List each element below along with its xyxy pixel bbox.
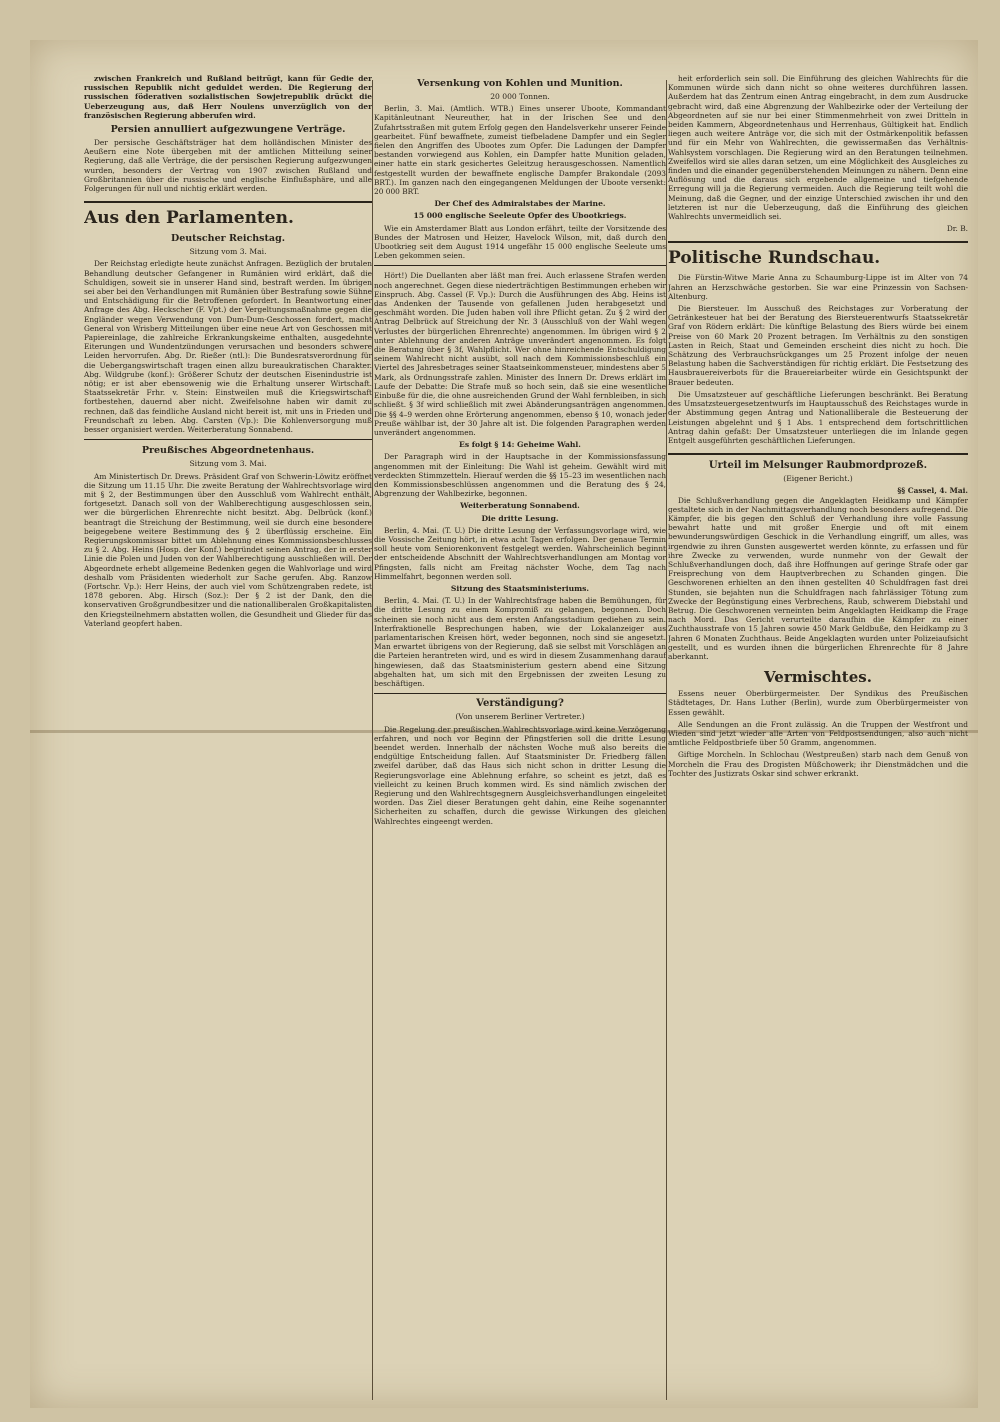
- politics-item-3: Die Umsatzsteuer auf geschäftliche Lieferungen beschränkt. Bei Beratung des Umsatzsteuergesetzentwurfs im Hauptausschuß des Reichstages wurde in der Abstimmung gegen Antrag und Nationalliberale die Besteuerung der Leistungen abgelehnt und § 1 Abs. 1 entsprechend dem fortschrittlichen Antrag dahin gefaßt: Der Umsatzsteuer unterliegen die im Inlande gegen Entgelt ausgeführten geschäftlichen Lieferungen.: [668, 389, 968, 445]
- trial-dateline: §§ Cassel, 4. Mai.: [897, 486, 968, 496]
- coal-subheadline: 20 000 Tonnen.: [490, 92, 550, 101]
- column-3: [668, 74, 968, 1400]
- ministry-headline: Sitzung des Staatsministeriums.: [450, 583, 590, 593]
- third-reading-headline: Die dritte Lesung.: [481, 513, 559, 523]
- coal-headline: Versenkung von Kohlen und Munition.: [417, 78, 623, 89]
- persia-headline: Persien annulliert aufgezwungene Verträge.: [110, 124, 346, 136]
- persia-article: Der persische Geschäftsträger hat dem holländischen Minister des Aeußern eine Note übergeben mit der amtlichen Mitteilung seiner Regierung, daß alle Verträge, die der persischen Regierung aufgezwungen wurden, besonders der Vertrag von 1907 zwischen Rußland und Großbritannien über die russische und englische Einflußsphäre, und alle Folgerungen für null und nichtig erklärt werden.: [84, 138, 372, 194]
- column-2: [374, 74, 666, 1400]
- reichstag-date: Sitzung vom 3. Mai.: [189, 247, 267, 257]
- trial-headline: Urteil im Melsunger Raubmordprozeß.: [668, 453, 968, 472]
- preussen-headline: Preußisches Abgeordnetenhaus.: [141, 445, 315, 457]
- debate-article: Hört!) Die Duellanten aber läßt man frei. Auch erlassene Strafen werden noch angerechnet. Gegen diese niederträchtigen Bestimmungen erheben wir Einspruch. Abg. Cassel (F. Vp.): Durch die Ausführungen des Abg. Heins ist das Andenken der Tausende von gefallenen Juden herabgesetzt und geschmäht worden. Die Juden haben voll ihre Pflicht getan. Zu § 2 wird der Antrag Delbrück auf Streichung der Nr. 3 (Ausschluß von der Wahl wegen Verlustes der bürgerlichen Ehrenrechte) angenommen. Im übrigen wird § 2 unter Ablehnung der anderen Anträge unverändert angenommen. Es folgt die Beratung über § 3f, Wahlpflicht. Wer ohne hinreichende Entschuldigung seinem Wahlrecht nicht ausübt, soll nach dem Kommissionsbeschluß ein Viertel des Jahresbetrages seiner Staatseinkommensteuer, mindestens aber 5 Mark, als Ordnungsstrafe zahlen. Minister des Innern Dr. Drews erklärt im Laufe der Debatte: Die Strafe muß so hoch sein, daß sie eine wesentliche Einbuße für die, die ohne ausreichenden Grund der Wahl fernbleiben, in sich schließt. § 3f wird schließlich mit zwei Abänderungsanträgen angenommen. Die §§ 4–9 werden ohne Erörterung angenommen, ebenso § 10, wonach jeder Preuße wählbar ist, der 30 Jahre alt ist. Die folgenden Paragraphen werden unverändert angenommen.: [374, 271, 666, 437]
- divider: [374, 265, 666, 266]
- parliament-section-title: Aus den Parlamenten.: [84, 201, 372, 229]
- victims-headline: 15 000 englische Seeleute Opfer des Ubootkriegs.: [413, 211, 627, 221]
- misc-section-title: Vermischtes.: [764, 668, 872, 687]
- newspaper-page: [30, 40, 978, 1408]
- agreement-article: Die Regelung der preußischen Wahlrechtsvorlage wird keine Verzögerung erfahren, und noch vor Beginn der Pfingstferien soll die dritte Lesung beendet werden. Innerhalb der nächsten Woche muß also bereits die endgültige Entscheidung fallen. Auf Staatsminister Dr. Friedberg fällen zweifel darüber, daß das Haus sich nicht schon in dritter Lesung die Regierungsvorlage eine Ablehnung erfahre, so scheint es jetzt, daß es vielleicht zu keinen Bruch kommen wird. Es sind nämlich zwischen der Regierung und den Wahlrechtsgegnern Ausgleichsverhandlungen eingeleitet worden. Das Ziel dieser Beratungen geht dahin, eine Reihe sogenannter Sicherheiten zu schaffen, durch die gewisse Wirkungen des gleichen Wahlrechtes eingeengt werden.: [374, 724, 666, 826]
- suffrage-signature: Dr. B.: [946, 224, 968, 234]
- misc-item-3: Giftige Morcheln. In Schlochau (Westpreußen) starb nach dem Genuß von Morcheln die Frau des Drogisten Müßchowerk; ihr Dienstmädchen und die Tochter des Justizrats Oskar sind schwer erkrankt.: [668, 750, 968, 778]
- politics-item-2: Die Biersteuer. Im Ausschuß des Reichstages zur Vorberatung der Getränkesteuer hat bei der Beratung des Biersteuerentwurfs Staatssekretär Graf von Rödern erklärt: Die künftige Belastung des Biers würde bei einem Preise von 60 Mark 20 Prozent betragen. Im Verhältnis zu den sonstigen Lasten in Reich, Staat und Gemeinden erscheint dies nicht zu hoch. Die Schätzung des Verbrauchsrückganges um 25 Prozent infolge der neuen Belastung haben die Sachverständigen für richtig erklärt. Die Festsetzung des Hausbrauereiverbots für die Brauereiarbeiter würde ein Gesichtspunkt der Brauer bedeuten.: [668, 304, 968, 387]
- column-1: [84, 74, 372, 1400]
- preussen-date: Sitzung vom 3. Mai.: [189, 459, 267, 469]
- column-rule-right: [666, 80, 667, 1400]
- agreement-subheadline: (Von unserem Berliner Vertreter.): [455, 712, 585, 722]
- suffrage-article: heit erforderlich sein soll. Die Einführung des gleichen Wahlrechts für die Kommunen würde sich dann nicht so ohne weiteres durchführen lassen. Außerdem hat das Zentrum einen Antrag eingebracht, in dem zum Ausdrucke gebracht wird, daß eine Abgrenzung der Wahlbezirke oder der Verteilung der Abgeordneten auf sie nur bei einer Stimmenmehrheit von zwei Dritteln in beiden Kammern, Abgeordnetenhaus und Herrenhaus, Gültigkeit hat. Endlich liegen auch weitere Anträge vor, die sich mit der Ostmärkenpolitik befassen und für ein Mehr von Wahlrechten, die gewissermaßen das Verhältnis-Wahlsystem vorschlagen. Die Regierung wird an den Beratungen teilnehmen. Zweifellos wird sie alles daran setzen, um eine Möglichkeit des Ausgleiches zu finden und die einander gegenüberstehenden Meinungen zu nähern. Denn eine Auflösung und die daraus sich ergebende allgemeine und tiefgehende Erregung will ja die Regierung vermeiden. Auch die Regierung teilt wohl die Meinung, daß die Gegner, und der einzige Unterschied zwischen ihr und den letzteren ist nur die Ueberzeugung, daß die Einführung des gleichen Wahlrechts unvermeidlich sei.: [668, 74, 968, 222]
- reichstag-article: Der Reichstag erledigte heute zunächst Anfragen. Bezüglich der brutalen Behandlung deutscher Gefangener in Rumänien wird erklärt, daß die Schuldigen, soweit sie in unserer Hand sind, bestraft werden. Im übrigen sei aber bei den Verhandlungen mit Rumänien über Bestrafung sowie Sühne und Entschädigung für die Betroffenen gefordert. In Beantwortung einer Anfrage des Abg. Heckscher (F. Vpt.) der Vergeltungsmaßnahme gegen die Engländer wegen Verwendung von Dum-Dum-Geschossen fordert, macht General von Wrisberg Mitteilungen über eine neue Art von Geschossen mit Papiereinlage, die zahlreiche Erkrankungskeime enthalten, ausgedehnte Eiterungen und Wundentzündungen verursachen und besonders schwere Leiden hervorrufen. Abg. Dr. Rießer (ntl.): Die Bundesratsverordnung für die Uebergangswirtschaft tragen einen allzu bureaukratischen Charakter. Abg. Wildgrube (konf.): Größerer Schutz der deutschen Eisenindustrie ist nötig; er ist aber ebensowenig wie die Erhaltung unserer Wirtschaft. Staatssekretär Frhr. v. Stein: Einstweilen muß die Kriegswirtschaft fortbestehen, dauernd aber nicht. Zweifelsohne haben wir damit zu rechnen, daß das feindliche Ausland nicht bereit ist, mit uns in Frieden und Freundschaft zu leben. Abg. Carsten (Vp.): Die Kohlenversorgung muß besser organisiert werden. Weiterberatung Sonnabend.: [84, 259, 372, 435]
- secret-vote-headline: Es folgt § 14: Geheime Wahl.: [459, 440, 581, 450]
- coal-article: Berlin, 3. Mai. (Amtlich. WTB.) Eines unserer Uboote, Kommandant Kapitänleutnant Neureuther, hat in der Irischen See und den Zufahrtsstraßen mit gutem Erfolg gegen den Handelsverkehr unserer Feinde gearbeitet. Fünf bewaffnete, zumeist tiefbeladene Dampfer und ein Segler fielen den Angriffen des Ubootes zum Opfer. Die Ladungen der Dampfer bestanden vorwiegend aus Kohlen, ein Dampfer hatte Munition geladen, einer hatte ein stark gesichertes Geleitzug herausgeschossen. Namentlich festgestellt wurden der bewaffnete englische Dampfer Brakondale (2093 BRT.). Im ganzen nach den eingegangenen Meldungen der Uboote versenkt: 20 000 BRT.: [374, 104, 666, 197]
- politics-section-title: Politische Rundschau.: [668, 241, 968, 269]
- victims-article: Wie ein Amsterdamer Blatt aus London erfährt, teilte der Vorsitzende des Bundes der Matrosen und Heizer, Havelock Wilson, mit, daß durch den Ubootkrieg seit dem August 1914 ungefähr 15 000 englische Seeleute ums Leben gekommen seien.: [374, 223, 666, 261]
- column-rule-left: [372, 80, 373, 1400]
- continue-note: Weiterberatung Sonnabend.: [460, 501, 580, 511]
- agreement-headline: Verständigung?: [476, 698, 564, 710]
- divider: [374, 693, 666, 694]
- misc-item-1: Essens neuer Oberbürgermeister. Der Syndikus des Preußischen Städtetages, Dr. Hans Luther (Berlin), wurde zum Oberbürgermeister von Essen gewählt.: [668, 689, 968, 717]
- coal-signature: Der Chef des Admiralstabes der Marine.: [434, 199, 606, 209]
- third-reading-article: Berlin, 4. Mai. (T. U.) Die dritte Lesung der Verfassungsvorlage wird, wie die Vossische Zeitung hört, in etwa acht Tagen erfolgen. Der genaue Termin soll heute vom Seniorenkonvent festgelegt werden. Wahrscheinlich beginnt der entscheidende Abschnitt der Wahlrechtsverhandlungen am Montag vor Pfingsten, falls nicht am Freitag nächster Woche, dem Tag nach Himmelfahrt, begonnen werden soll.: [374, 525, 666, 581]
- intro-paragraph: zwischen Frankreich und Rußland beitrügt, kann für Gedie der russischen Republik nicht geduldet werden. Die Regierung der russischen föderativen sozialistischen Sowjetrepublik drückt die Ueberzeugung aus, daß Herr Noulens unverzüglich von der französischen Regierung abberufen wird.: [84, 74, 372, 120]
- trial-subheadline: (Eigener Bericht.): [783, 474, 853, 484]
- divider: [84, 439, 372, 440]
- trial-article: Die Schlußverhandlung gegen die Angeklagten Heidkamp und Kämpfer gestaltete sich in der Nachmittagsverhandlung noch besonders aufregend. Die Kämpfer, die bis gegen den Schluß der Verhandlung ihre volle Fassung bewahrt hatte und mit großer Energie und oft mit einem bewunderungswürdigen Geschick in die Verhandlung eingriff, um alles, was irgendwie zu ihren Gunsten ausgewertet werden könnte, zu erfassen und für ihre Zwecke zu verwenden, wurde nunmehr von der Gewalt der Schlußverhandlungen doch, daß ihre Hoffnungen auf geringe Strafe oder gar Freisprechung von dem Hauptverbrechen zu Schanden gingen. Die Geschworenen erhielten an den ihnen gestellten 40 Schuldfragen fast drei Stunden, sie bejahten nun die Schuldfragen nach fahrlässiger Tötung zum Zwecke der Begünstigung eines Verbrechens, Raub, schwerem Diebstahl und Betrug. Die Geschworenen verneinten beim Angeklagten Heidkamp die Frage nach Mord. Das Gericht verurteilte daraufhin die Kämpfer zu einer Zuchthausstrafe von 15 Jahren sowie 450 Mark Geldbuße, den Heidkamp zu 3 Jahren 6 Monaten Zuchthaus. Beide Angeklagten wurden unter Polizeiaufsicht gestellt, und es wurden ihnen die bürgerlichen Ehrenrechte für 8 Jahre aberkannt.: [668, 495, 968, 661]
- secret-vote-article: Der Paragraph wird in der Hauptsache in der Kommissionsfassung angenommen mit der Einleitung: Die Wahl ist geheim. Gewählt wird mit verdeckten Stimmzetteln. Hierauf werden die §§ 15–23 im wesentlichen nach den Kommissionsbeschlüssen angenommen und die Beratung des § 24, Abgrenzung der Wahlbezirke, begonnen.: [374, 452, 666, 499]
- misc-item-2: Alle Sendungen an die Front zulässig. An die Truppen der Westfront und Wieden sind jetzt wieder alle Arten von Feldpostsendungen, also auch nicht amtliche Feldpostbriefe über 50 Gramm, angenommen.: [668, 719, 968, 748]
- preussen-article: Am Ministertisch Dr. Drews. Präsident Graf von Schwerin-Löwitz eröffnet die Sitzung um 11.15 Uhr. Die zweite Beratung der Wahlrechtsvorlage wird mit § 2, der Bestimmungen über den Ausschluß vom Wahlrecht enthält, fortgesetzt. Danach soll von der Wahlberechtigung ausgeschlossen sein, wer die bürgerlichen Ehrenrechte nicht besitzt. Abg. Delbrück (konf.) beantragt die Streichung der Bestimmung, weil sie durch eine besondere beigegebene weitere Bestimmung des § 2 überflüssig erscheine. Ein Regierungskommissar bittet um Ablehnung eines Kommissionsbeschlusses zu § 2. Abg. Heins (Hosp. der Konf.) begründet seinen Antrag, der in erster Linie die Polen und Juden von der Wahlberechtigung ausschließen will. Der Abgeordnete erhebt allgemeine Bedenken gegen die Wahlvorlage und wird deshalb vom Präsidenten wiederholt zur Sache gerufen. Abg. Ranzow (Fortschr. Vp.): Herr Heins, der auch viel vom Schützengraben redete, ist 1878 geboren. Abg. Hirsch (Soz.): Der § 2 ist der Dank, den die konservativen Großgrundbesitzer und die nationalliberalen Großkapitalisten den Kriegsteilnehmern abstatten wollen, die Gesundheit und Glieder für das Vaterland geopfert haben.: [84, 471, 372, 628]
- ministry-article: Berlin, 4. Mai. (T. U.) In der Wahlrechtsfrage haben die Bemühungen, für die dritte Lesung zu einem Kompromiß zu gelangen, begonnen. Doch scheinen sie noch nicht aus dem ersten Anfangsstadium gediehen zu sein. Interfraktionelle Besprechungen haben, wie der Lokalanzeiger aus parlamentarischen Kreisen hört, weder begonnen, noch sind sie angesetzt. Man erwartet übrigens von der Regierung, daß sie selbst mit Vorschlägen an die Parteien herantreten wird, und es wird in diesem Zusammenhang darauf hingewiesen, daß das Staatsministerium gestern abend eine Sitzung abgehalten hat, um sich mit den Ergebnissen der zweiten Lesung zu beschäftigen.: [374, 596, 666, 688]
- politics-item-1: Die Fürstin-Witwe Marie Anna zu Schaumburg-Lippe ist im Alter von 74 Jahren an Herzschwäche gestorben. Sie war eine Prinzessin von Sachsen-Altenburg.: [668, 273, 968, 301]
- reichstag-headline: Deutscher Reichstag.: [170, 233, 286, 245]
